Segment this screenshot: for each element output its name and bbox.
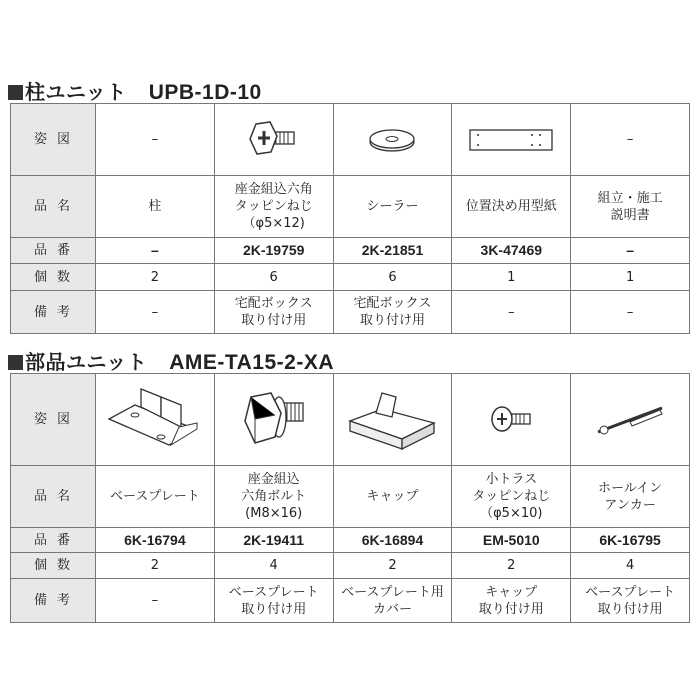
row-figure: [11, 374, 690, 466]
cell-qty: 2: [452, 553, 571, 579]
cell-qty: 1: [452, 264, 571, 291]
cell-note: –: [96, 291, 215, 334]
template-paper-icon: [466, 126, 556, 154]
cell-name: シーラー: [333, 176, 452, 238]
base-plate-icon: [105, 385, 205, 455]
cell-note: –: [452, 291, 571, 334]
cell-qty: 4: [214, 553, 333, 579]
row-label-part-no: 品番: [11, 528, 96, 553]
cell-note: ベースプレート 取り付け用: [214, 579, 333, 623]
cell-part-no: 6K-16794: [96, 528, 215, 553]
cell-part-no: 6K-16894: [333, 528, 452, 553]
cell-name: ベースプレート: [96, 466, 215, 528]
hex-tapping-screw-icon: [244, 118, 304, 162]
cell-qty: 4: [571, 553, 690, 579]
cell-name: 柱: [96, 176, 215, 238]
row-label-note: 備考: [11, 579, 96, 623]
cell-qty: 2: [96, 553, 215, 579]
hole-in-anchor-figure: [571, 374, 690, 466]
model-number: UPB-1D-10: [148, 81, 262, 104]
truss-tapping-screw-icon: [486, 398, 536, 442]
cell-name: 位置決め用型紙: [452, 176, 571, 238]
row-part-no: [11, 528, 690, 553]
row-figure: [11, 104, 690, 176]
row-note: [11, 579, 690, 623]
hex-bolt-icon: [239, 387, 309, 453]
cell-qty: 6: [333, 264, 452, 291]
cell-part-no: 6K-16795: [571, 528, 690, 553]
row-label-note: 備考: [11, 291, 96, 334]
hole-in-anchor-icon: [590, 400, 670, 440]
cell-qty: 1: [571, 264, 690, 291]
cell-note: 宅配ボックス 取り付け用: [333, 291, 452, 334]
row-label-name: 品名: [11, 466, 96, 528]
template-paper-figure: [452, 104, 571, 176]
section-title-2: [8, 346, 334, 375]
title-text: 部品ユニット: [25, 350, 148, 374]
cap-icon: [342, 387, 442, 453]
cell-qty: 6: [214, 264, 333, 291]
cell-note: キャップ 取り付け用: [452, 579, 571, 623]
cell-part-no: 2K-21851: [333, 238, 452, 264]
title-text: 柱ユニット: [25, 80, 127, 104]
cell-part-no: 2K-19759: [214, 238, 333, 264]
hex-bolt-figure: [214, 374, 333, 466]
cell-name: 座金組込六角 タッピンねじ （φ5×12): [214, 176, 333, 238]
cell-part-no: 2K-19411: [214, 528, 333, 553]
row-label-name: 品名: [11, 176, 96, 238]
row-label-qty: 個数: [11, 553, 96, 579]
section-title-1: [8, 76, 262, 105]
cell-part-no: –: [96, 238, 215, 264]
cell-part-no: 3K-47469: [452, 238, 571, 264]
cell-qty: 2: [96, 264, 215, 291]
cell-name: キャップ: [333, 466, 452, 528]
row-label-figure: 姿図: [11, 374, 96, 466]
base-plate-figure: [96, 374, 215, 466]
row-label-qty: 個数: [11, 264, 96, 291]
dash-figure: –: [96, 104, 215, 176]
parts-table-parts-unit: [10, 373, 690, 623]
truss-tapping-screw-figure: [452, 374, 571, 466]
cell-name: 座金組込 六角ボルト (M8×16): [214, 466, 333, 528]
cell-note: –: [96, 579, 215, 623]
row-name: [11, 176, 690, 238]
row-note: [11, 291, 690, 334]
dash-figure: –: [571, 104, 690, 176]
cap-figure: [333, 374, 452, 466]
cell-note: ベースプレート 取り付け用: [571, 579, 690, 623]
hex-tapping-screw-figure: [214, 104, 333, 176]
sealer-washer-figure: [333, 104, 452, 176]
row-part-no: [11, 238, 690, 264]
parts-table-pillar-unit: [10, 103, 690, 334]
cell-name: 小トラス タッピンねじ （φ5×10): [452, 466, 571, 528]
row-qty: [11, 553, 690, 579]
row-label-figure: 姿図: [11, 104, 96, 176]
row-name: [11, 466, 690, 528]
sealer-washer-icon: [362, 125, 422, 155]
cell-part-no: –: [571, 238, 690, 264]
cell-qty: 2: [333, 553, 452, 579]
row-label-part-no: 品番: [11, 238, 96, 264]
cell-note: –: [571, 291, 690, 334]
row-qty: [11, 264, 690, 291]
cell-part-no: EM-5010: [452, 528, 571, 553]
cell-name: 組立・施工 説明書: [571, 176, 690, 238]
model-number: AME-TA15-2-XA: [169, 351, 334, 374]
cell-name: ホールイン アンカー: [571, 466, 690, 528]
cell-note: 宅配ボックス 取り付け用: [214, 291, 333, 334]
cell-note: ベースプレート用 カバー: [333, 579, 452, 623]
